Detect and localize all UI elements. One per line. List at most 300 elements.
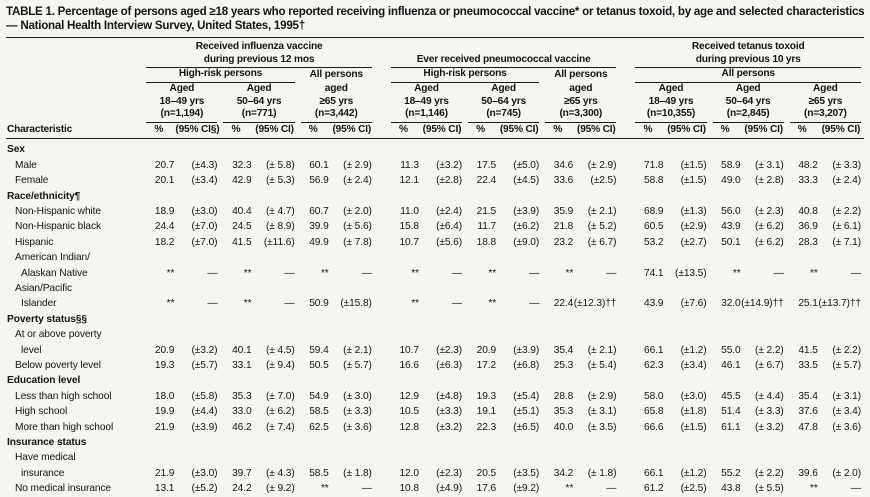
row-section-label: Sex bbox=[7, 144, 25, 156]
header-spacer bbox=[6, 68, 143, 83]
pct-cell: ** bbox=[411, 267, 419, 279]
tetanus-group-header bbox=[632, 38, 864, 68]
pct-cell: 58.9 bbox=[721, 159, 741, 171]
ci-cell: (±2.5) bbox=[680, 483, 707, 495]
pct-cell: 25.1 bbox=[798, 298, 818, 310]
ci-cell: (± 5.2) bbox=[587, 221, 617, 233]
ci-cell: (± 7.0) bbox=[265, 390, 295, 402]
ci-cell: (±5.8) bbox=[191, 390, 218, 402]
row-label: Alaskan Native bbox=[21, 267, 88, 279]
ci-cell: (± 3.3) bbox=[755, 406, 784, 418]
pct-cell: 19.3 bbox=[476, 390, 497, 402]
pct-cell: 41.5 bbox=[798, 344, 818, 356]
ci-cell: (±4.4) bbox=[191, 406, 218, 418]
pct-cell: ** bbox=[732, 267, 741, 279]
col-gap bbox=[375, 68, 388, 83]
age-col-header: aged ≥65 yrs (n=3,300) bbox=[542, 83, 619, 123]
ci-cell: — bbox=[529, 298, 540, 310]
pct-cell: 25.3 bbox=[553, 360, 574, 372]
ci-cell: (± 1.8) bbox=[587, 467, 617, 479]
row-label: More than high school bbox=[15, 421, 114, 433]
col-gap bbox=[619, 83, 632, 123]
pct-cell: ** bbox=[166, 267, 175, 279]
pct-cell: 34.6 bbox=[553, 159, 574, 171]
ci-cell: (±2.7) bbox=[680, 236, 707, 248]
characteristic-header: Characteristic bbox=[6, 123, 143, 140]
pct-cell: 56.0 bbox=[721, 205, 741, 217]
pct-cell: 35.4 bbox=[553, 344, 574, 356]
col-gap bbox=[619, 481, 632, 496]
pct-cell: 46.1 bbox=[721, 360, 741, 372]
col-gap bbox=[375, 83, 388, 123]
col-gap bbox=[619, 204, 632, 219]
ci-cell: — bbox=[451, 298, 463, 310]
pct-cell: 28.8 bbox=[553, 390, 574, 402]
pct-cell: 50.1 bbox=[721, 236, 741, 248]
pct-cell: 50.5 bbox=[309, 360, 329, 372]
ci-cell: (±5.6) bbox=[436, 236, 463, 248]
ci-cell: (± 6.2) bbox=[755, 236, 784, 248]
col-gap bbox=[375, 343, 388, 358]
ci-cell: (±6.5) bbox=[513, 421, 540, 433]
vaccination-table bbox=[6, 37, 864, 497]
col-gap bbox=[619, 173, 632, 188]
pct-cell: 13.1 bbox=[154, 483, 175, 495]
pct-cell: 24.5 bbox=[232, 221, 252, 233]
ci-cell: (± 5.7) bbox=[832, 360, 861, 372]
section-row bbox=[6, 373, 864, 388]
col-gap bbox=[619, 358, 632, 373]
pct-cell: ** bbox=[411, 298, 419, 310]
pct-cell: 17.5 bbox=[476, 159, 497, 171]
col-gap bbox=[619, 158, 632, 173]
ci-cell: (±2.5) bbox=[590, 175, 617, 187]
table-row bbox=[6, 327, 864, 342]
row-label: Female bbox=[15, 175, 49, 187]
pct-cell: 59.4 bbox=[309, 344, 329, 356]
ci-cell: (±13.5) bbox=[675, 267, 707, 279]
pct-header: % bbox=[388, 123, 419, 140]
pct-cell: ** bbox=[488, 267, 497, 279]
row-label: Less than high school bbox=[15, 390, 112, 402]
pct-cell: ** bbox=[810, 483, 818, 495]
pct-cell: 40.8 bbox=[798, 205, 818, 217]
ci-cell: (±4.5) bbox=[513, 175, 540, 187]
ci-cell: (±3.4) bbox=[191, 175, 218, 187]
pct-cell: 60.7 bbox=[309, 205, 329, 217]
pct-cell: 22.4 bbox=[476, 175, 497, 187]
ci-cell: (±3.0) bbox=[191, 205, 218, 217]
ci-cell: (±1.5) bbox=[680, 175, 707, 187]
pct-cell: 37.6 bbox=[798, 406, 818, 418]
pct-cell: 24.2 bbox=[232, 483, 252, 495]
table-row bbox=[6, 250, 864, 265]
pct-header: % bbox=[143, 123, 174, 140]
row-label: American Indian/ bbox=[15, 252, 90, 264]
pct-cell: 45.5 bbox=[721, 390, 741, 402]
col-gap bbox=[619, 420, 632, 435]
pct-cell: 53.2 bbox=[644, 236, 664, 248]
row-section-label: Race/ethnicity¶ bbox=[7, 190, 81, 202]
pct-cell: 20.1 bbox=[154, 175, 175, 187]
ci-cell: (±3.4) bbox=[680, 360, 707, 372]
table-row bbox=[6, 389, 864, 404]
pct-cell: 49.0 bbox=[721, 175, 741, 187]
ci-cell: (±3.0) bbox=[191, 467, 218, 479]
pct-cell: 18.9 bbox=[154, 205, 175, 217]
age-col-header: Aged 18–49 yrs (n=1,146) bbox=[388, 83, 465, 123]
ci-cell: (± 3.5) bbox=[587, 421, 617, 433]
age-col-header: aged ≥65 yrs (n=3,442) bbox=[298, 83, 375, 123]
pct-cell: 39.9 bbox=[309, 221, 329, 233]
ci-cell: (± 3.3) bbox=[832, 159, 861, 171]
ci-cell: (± 2.2) bbox=[755, 344, 784, 356]
ci-cell: (± 6.1) bbox=[832, 221, 861, 233]
ci-cell: (± 5.7) bbox=[343, 360, 372, 372]
row-label: No medical insurance bbox=[15, 483, 111, 495]
ci-cell: (± 2.9) bbox=[587, 159, 617, 171]
ci-cell: (± 4.7) bbox=[265, 205, 295, 217]
table-row bbox=[6, 158, 864, 173]
ci-cell: (± 3.6) bbox=[832, 421, 861, 433]
ci-cell: (±4.9) bbox=[436, 483, 463, 495]
pct-cell: 32.3 bbox=[232, 159, 252, 171]
pct-cell: 48.2 bbox=[798, 159, 818, 171]
pct-cell: 41.5 bbox=[232, 236, 252, 248]
pct-header: % bbox=[787, 123, 818, 140]
pct-cell: 54.9 bbox=[309, 390, 329, 402]
pct-cell: 23.2 bbox=[553, 236, 574, 248]
pct-cell: 33.0 bbox=[232, 406, 252, 418]
ci-cell: (± 6.7) bbox=[755, 360, 784, 372]
ci-cell: (± 6.2) bbox=[755, 221, 784, 233]
table-row bbox=[6, 266, 864, 281]
table-row bbox=[6, 219, 864, 234]
pct-cell: 12.0 bbox=[399, 467, 419, 479]
table-row bbox=[6, 420, 864, 435]
row-section-label: Education level bbox=[7, 375, 81, 387]
ci-cell: (±9.2) bbox=[513, 483, 540, 495]
subgroup-header-row bbox=[6, 68, 864, 83]
header-spacer bbox=[6, 83, 143, 123]
pct-cell: 66.1 bbox=[644, 344, 664, 356]
pct-cell: 71.8 bbox=[644, 159, 664, 171]
ci-cell: (±3.9) bbox=[513, 205, 540, 217]
pct-cell: 18.0 bbox=[154, 390, 175, 402]
pct-cell: ** bbox=[243, 267, 252, 279]
pct-cell: 58.0 bbox=[644, 390, 664, 402]
pct-cell: 33.5 bbox=[798, 360, 818, 372]
ci-cell: (± 7.4) bbox=[265, 421, 295, 433]
ci-header: (95% CI) bbox=[573, 123, 619, 140]
ci-cell: — bbox=[850, 483, 861, 495]
ci-cell: (±3.9) bbox=[513, 344, 540, 356]
ci-cell: (± 2.4) bbox=[832, 175, 861, 187]
row-label: High school bbox=[15, 406, 68, 418]
ci-cell: (± 9.2) bbox=[265, 483, 295, 495]
ci-cell: — bbox=[207, 267, 218, 279]
ci-cell: (± 2.3) bbox=[755, 205, 784, 217]
ci-cell: (± 8.9) bbox=[265, 221, 295, 233]
pct-cell: 20.9 bbox=[154, 344, 175, 356]
ci-cell: (± 2.2) bbox=[755, 467, 784, 479]
pct-cell: 33.3 bbox=[798, 175, 818, 187]
ci-cell: (± 2.1) bbox=[587, 205, 617, 217]
pct-cell: 40.1 bbox=[232, 344, 252, 356]
age-col-header: Aged 50–64 yrs (n=745) bbox=[465, 83, 542, 123]
influenza-group-header bbox=[143, 38, 375, 68]
ci-cell: (± 3.1) bbox=[832, 390, 861, 402]
pct-cell: 58.5 bbox=[309, 406, 329, 418]
section-row bbox=[6, 312, 864, 327]
pneumococcal-highrisk-header: High-risk persons bbox=[388, 68, 542, 83]
pct-cell: ** bbox=[488, 298, 497, 310]
ci-cell: (±1.5) bbox=[680, 159, 707, 171]
table-row bbox=[6, 481, 864, 496]
pct-header: % bbox=[542, 123, 573, 140]
ci-cell: (± 2.9) bbox=[343, 159, 372, 171]
pct-cell: 12.8 bbox=[399, 421, 419, 433]
table-row bbox=[6, 173, 864, 188]
ci-cell: (±9.0) bbox=[513, 236, 540, 248]
ci-cell: (±7.0) bbox=[191, 221, 218, 233]
pct-cell: 35.4 bbox=[798, 390, 818, 402]
col-gap bbox=[375, 296, 388, 311]
pct-cell: 68.9 bbox=[644, 205, 664, 217]
pct-cell: 34.2 bbox=[553, 467, 574, 479]
pct-cell: 17.6 bbox=[476, 483, 497, 495]
col-gap bbox=[619, 68, 632, 83]
ci-cell: (± 4.3) bbox=[265, 467, 295, 479]
pct-cell: 56.9 bbox=[309, 175, 329, 187]
pct-cell: 58.8 bbox=[644, 175, 664, 187]
ci-cell: (± 6.2) bbox=[265, 406, 295, 418]
pct-cell: 10.5 bbox=[399, 406, 419, 418]
pct-cell: ** bbox=[320, 483, 329, 495]
col-gap bbox=[619, 343, 632, 358]
ci-cell: (±6.3) bbox=[436, 360, 463, 372]
pct-cell: 40.4 bbox=[232, 205, 252, 217]
ci-cell: (± 5.6) bbox=[343, 221, 372, 233]
row-label: At or above poverty bbox=[15, 329, 102, 341]
pct-cell: 21.5 bbox=[476, 205, 497, 217]
row-label: Below poverty level bbox=[15, 360, 101, 372]
ci-cell: (± 1.8) bbox=[343, 467, 372, 479]
pct-cell: 35.3 bbox=[232, 390, 252, 402]
header-spacer bbox=[6, 38, 143, 68]
row-label: Non-Hispanic black bbox=[15, 221, 101, 233]
group-header-row bbox=[6, 38, 864, 68]
ci-cell: (±5.7) bbox=[191, 360, 218, 372]
pct-cell: 20.9 bbox=[476, 344, 497, 356]
ci-cell: — bbox=[606, 267, 617, 279]
pct-header: % bbox=[298, 123, 329, 140]
age-col-header: Aged ≥65 yrs (n=3,207) bbox=[787, 83, 864, 123]
pct-cell: 10.8 bbox=[399, 483, 419, 495]
pct-cell: 21.9 bbox=[154, 467, 175, 479]
tetanus-allpersons-header: All persons bbox=[632, 68, 864, 83]
row-label: Asian/Pacific bbox=[15, 283, 73, 294]
ci-cell: — bbox=[773, 267, 784, 279]
pct-cell: 21.9 bbox=[154, 421, 175, 433]
row-label: insurance bbox=[21, 467, 65, 479]
ci-cell: (± 5.8) bbox=[265, 159, 295, 171]
col-gap bbox=[375, 420, 388, 435]
ci-cell: (±4.8) bbox=[436, 390, 463, 402]
pct-cell: 60.1 bbox=[309, 159, 329, 171]
pneumococcal-allpersons-header: All persons bbox=[554, 69, 608, 81]
ci-cell: (±3.2) bbox=[436, 421, 463, 433]
col-gap bbox=[375, 358, 388, 373]
pct-cell: 51.4 bbox=[721, 406, 741, 418]
ci-cell: (± 3.1) bbox=[755, 159, 784, 171]
ci-cell: (± 2.1) bbox=[587, 344, 617, 356]
ci-cell: (±1.2) bbox=[680, 467, 707, 479]
table-row bbox=[6, 358, 864, 373]
group-title-line: Ever received pneumococcal vaccine bbox=[416, 53, 591, 65]
measure-header-row bbox=[6, 123, 864, 140]
row-label: Non-Hispanic white bbox=[15, 205, 101, 217]
table-row bbox=[6, 296, 864, 311]
col-gap bbox=[375, 389, 388, 404]
table-row bbox=[6, 404, 864, 419]
pct-cell: 11.7 bbox=[477, 221, 497, 233]
ci-cell: (± 2.2) bbox=[832, 344, 861, 356]
ci-cell: (±5.2) bbox=[191, 483, 218, 495]
pct-cell: 62.3 bbox=[644, 360, 664, 372]
pct-cell: 11.0 bbox=[400, 205, 419, 217]
ci-cell: (± 4.5) bbox=[265, 344, 295, 356]
ci-cell: — bbox=[207, 298, 218, 310]
ci-cell: (± 7.1) bbox=[832, 236, 861, 248]
ci-cell: (±2.9) bbox=[680, 221, 707, 233]
col-gap bbox=[619, 404, 632, 419]
ci-cell: (±2.8) bbox=[436, 175, 463, 187]
pct-cell: 32.0 bbox=[721, 298, 741, 310]
pct-cell: 46.2 bbox=[232, 421, 252, 433]
age-col-header: Aged 18–49 yrs (n=1,194) bbox=[143, 83, 220, 123]
pct-cell: 39.6 bbox=[798, 467, 818, 479]
col-gap bbox=[375, 204, 388, 219]
ci-cell: (± 3.1) bbox=[587, 406, 617, 418]
table-row bbox=[6, 450, 864, 465]
pct-cell: 39.7 bbox=[232, 467, 252, 479]
pct-cell: 58.5 bbox=[309, 467, 329, 479]
pct-cell: 35.3 bbox=[553, 406, 574, 418]
ci-cell: — bbox=[451, 267, 463, 279]
ci-cell: (±14.9)†† bbox=[741, 298, 784, 310]
row-section-label: Poverty status§§ bbox=[7, 313, 87, 325]
ci-cell: — bbox=[284, 298, 295, 310]
pct-cell: 74.1 bbox=[644, 267, 664, 279]
pct-cell: 40.0 bbox=[553, 421, 574, 433]
pct-cell: 47.8 bbox=[798, 421, 818, 433]
ci-header: (95% CI) bbox=[741, 123, 787, 140]
table-row bbox=[6, 343, 864, 358]
pct-cell: 43.8 bbox=[721, 483, 741, 495]
ci-cell: (± 7.8) bbox=[343, 236, 372, 248]
ci-cell: (± 5.4) bbox=[587, 360, 617, 372]
col-gap bbox=[375, 466, 388, 481]
ci-cell: (±5.4) bbox=[513, 390, 540, 402]
pct-header: % bbox=[710, 123, 741, 140]
ci-cell: (±6.2) bbox=[513, 221, 540, 233]
age-col-header: Aged 50–64 yrs (n=771) bbox=[220, 83, 297, 123]
pct-cell: ** bbox=[320, 267, 329, 279]
pct-cell: 66.6 bbox=[644, 421, 664, 433]
group-title-line: Received tetanus toxoid bbox=[691, 41, 805, 53]
pct-cell: 19.9 bbox=[154, 406, 175, 418]
col-gap bbox=[619, 466, 632, 481]
pct-cell: 66.1 bbox=[644, 467, 664, 479]
section-row bbox=[6, 139, 864, 157]
ci-cell: — bbox=[606, 483, 617, 495]
ci-cell: (± 2.9) bbox=[587, 390, 617, 402]
pct-cell: 22.3 bbox=[476, 421, 497, 433]
row-label: Hispanic bbox=[15, 236, 54, 248]
ci-cell: (± 2.0) bbox=[343, 205, 372, 217]
col-gap bbox=[375, 38, 388, 68]
col-gap bbox=[619, 38, 632, 68]
table-body bbox=[6, 139, 864, 496]
col-gap bbox=[375, 235, 388, 250]
ci-cell: (±6.8) bbox=[513, 360, 540, 372]
ci-cell: (±4.3) bbox=[191, 159, 218, 171]
col-gap bbox=[619, 123, 632, 140]
ci-cell: (± 3.0) bbox=[343, 390, 372, 402]
pct-cell: 20.7 bbox=[154, 159, 175, 171]
ci-cell: (± 3.2) bbox=[755, 421, 784, 433]
pct-cell: ** bbox=[243, 298, 252, 310]
ci-cell: (± 2.1) bbox=[343, 344, 372, 356]
ci-cell: — bbox=[529, 267, 540, 279]
pct-cell: 50.9 bbox=[309, 298, 329, 310]
pct-header: % bbox=[220, 123, 251, 140]
section-row bbox=[6, 189, 864, 204]
col-gap bbox=[375, 173, 388, 188]
pct-cell: 10.7 bbox=[399, 236, 419, 248]
pct-cell: 49.9 bbox=[309, 236, 329, 248]
pct-cell: 60.5 bbox=[644, 221, 664, 233]
ci-cell: (± 6.7) bbox=[587, 236, 617, 248]
row-label: Male bbox=[15, 159, 37, 171]
col-gap bbox=[375, 219, 388, 234]
pct-cell: 19.1 bbox=[476, 406, 497, 418]
ci-cell: (±11.6) bbox=[263, 236, 295, 248]
ci-cell: (± 5.5) bbox=[755, 483, 784, 495]
ci-header: (95% CI) bbox=[663, 123, 709, 140]
pct-cell: 43.9 bbox=[721, 221, 741, 233]
ci-cell: (± 3.4) bbox=[832, 406, 861, 418]
row-label: Have medical bbox=[15, 452, 76, 464]
pct-cell: 19.3 bbox=[154, 360, 175, 372]
pct-cell: 55.2 bbox=[721, 467, 741, 479]
ci-cell: (± 2.0) bbox=[832, 467, 861, 479]
age-col-header: Aged 18–49 yrs (n=10,355) bbox=[632, 83, 709, 123]
ci-cell: (±3.3) bbox=[436, 406, 463, 418]
row-label: level bbox=[21, 344, 42, 356]
influenza-highrisk-header: High-risk persons bbox=[143, 68, 297, 83]
pct-cell: 42.9 bbox=[232, 175, 252, 187]
col-gap bbox=[619, 235, 632, 250]
pct-cell: 10.7 bbox=[399, 344, 419, 356]
ci-cell: — bbox=[284, 267, 295, 279]
table-row bbox=[6, 204, 864, 219]
pct-header: % bbox=[465, 123, 496, 140]
ci-cell: (±7.0) bbox=[191, 236, 218, 248]
pct-cell: 18.2 bbox=[154, 236, 175, 248]
col-gap bbox=[375, 123, 388, 140]
